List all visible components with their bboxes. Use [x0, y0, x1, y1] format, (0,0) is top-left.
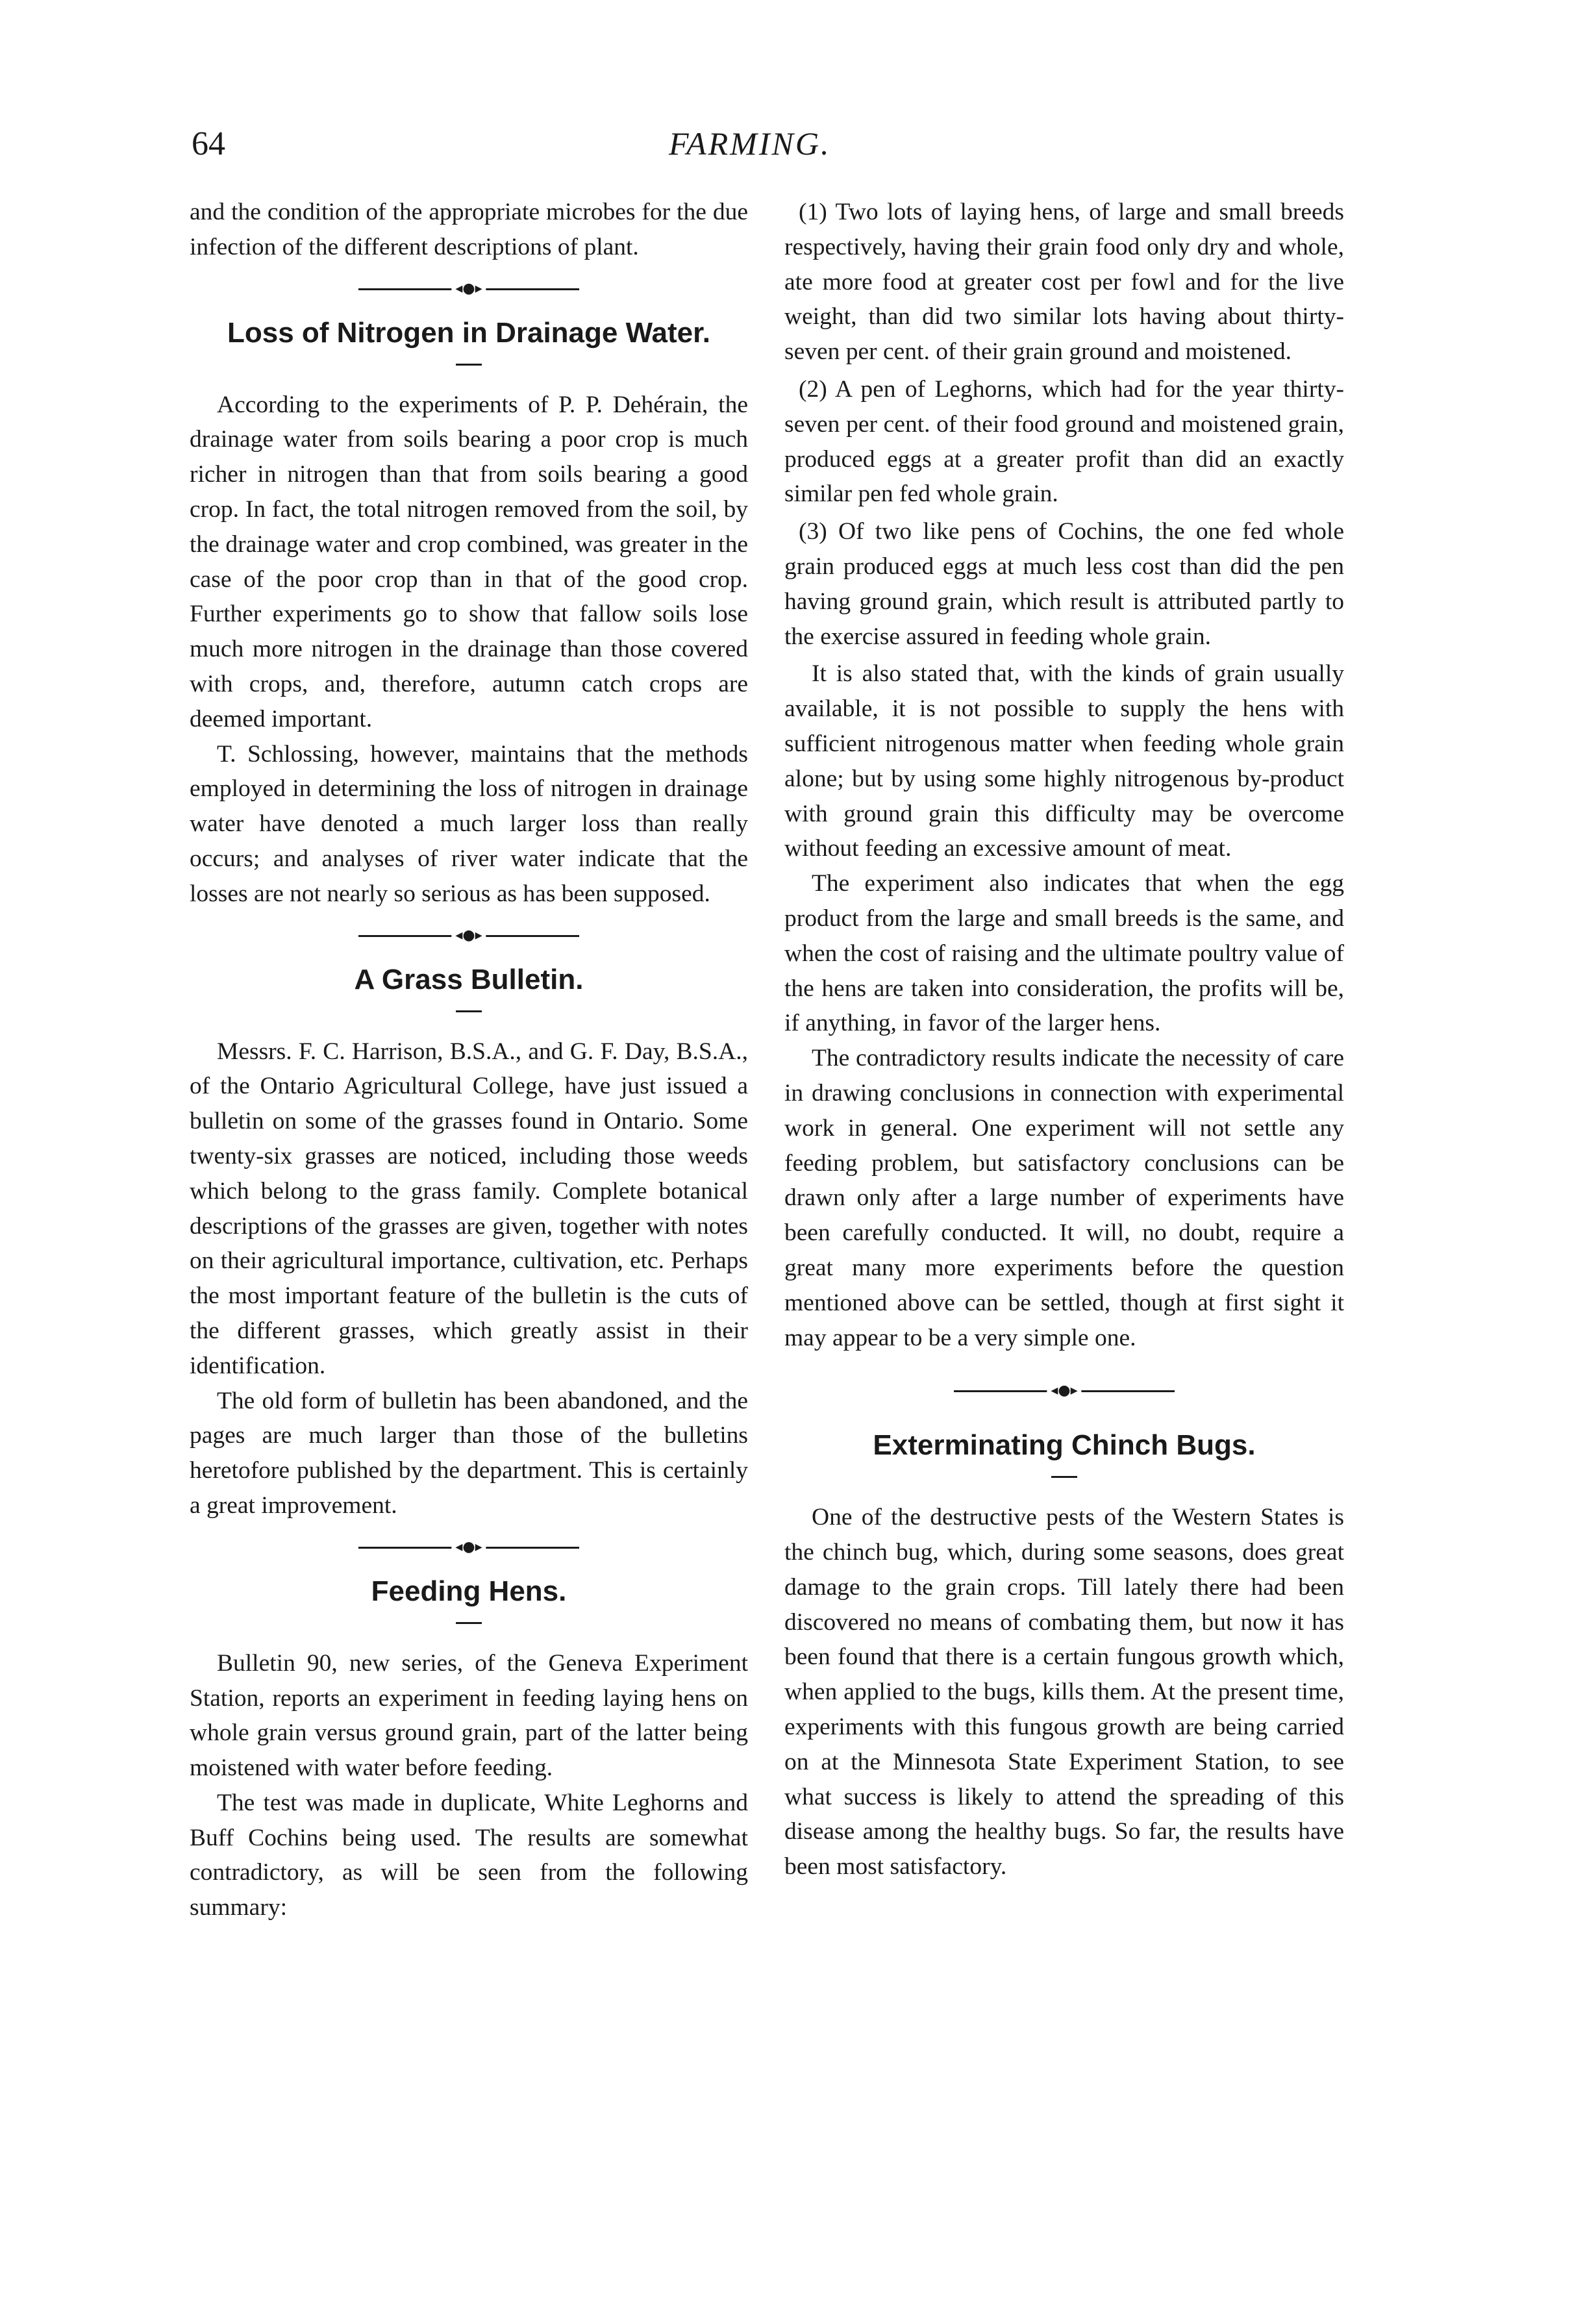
heading-grass-bulletin: A Grass Bulletin. — [354, 963, 584, 995]
paragraph-hens-2: The test was made in duplicate, White Leghorns and Buff Cochins being used. The results are somewhat contradictory, as will be seen from the following summary: — [190, 1789, 748, 1921]
paragraph-grass-2: The old form of bulletin has been abandoned, and the pages are much larger than those of the bulletins heretofore published by the department. This is certainly a great improvement. — [190, 1387, 748, 1519]
divider-ornament-icon: ◂●▸ — [451, 1540, 486, 1555]
paragraph-hens-3: It is also stated that, with the kinds of grain usually available, it is not possible to supply the hens with sufficient nitrogenous matter when feeding whole grain alone; but by using some highly nitrogenous by-product with ground grain this difficulty may be overcome without feeding an excessive amount of meat. — [784, 660, 1344, 862]
page-number: 64 — [192, 125, 225, 162]
heading-feeding-hens: Feeding Hens. — [371, 1575, 567, 1607]
paragraph-hens-5: The contradictory results indicate the necessity of care in drawing conclusions in connection with experimental work in general. One experiment will not settle any feeding problem, but satisfactory conclusions can be drawn only after a large number of experiments have been carefully conducted. It will, no doubt, require a great many more experiments before the question mentioned above can be settled, though at first sight it may appear to be a very simple one. — [784, 1045, 1344, 1351]
summary-item-1: (1) Two lots of laying hens, of large and small breeds respectively, having their grain food only dry and whole, ate more food at greater cost per fowl and for the live weight, than did two similar lots having about thirty-seven per cent. of their grain ground and moistened. — [784, 199, 1344, 366]
left-column — [190, 195, 748, 1925]
heading-chinch-bugs: Exterminating Chinch Bugs. — [873, 1429, 1256, 1462]
summary-item-2: (2) A pen of Leghorns, which had for the year thirty-seven per cent. of their food ground and moistened grain, produced eggs at a greater profit than did an exactly similar pen fed whole grain. — [784, 375, 1344, 508]
paragraph-hens-4: The experiment also indicates that when the egg product from the large and small breeds is the same, and when the cost of raising and the ultimate poultry value of the hens are taken into consideration, the profits will be, if anything, in favor of the larger hens. — [784, 870, 1344, 1037]
paragraph-grass-1: Messrs. F. C. Harrison, B.S.A., and G. F. Day, B.S.A., of the Ontario Agricultural College, have just issued a bulletin on some of the grasses found in Ontario. Some twenty-six grasses are noticed, including those weeds which belong to the grass family. Complete botanical descriptions of the grasses are given, together with notes on their agricultural importance, cultivation, etc. Perhaps the most important feature of the bulletin is the cuts of the different grasses, which greatly assist in their identification. — [190, 1038, 748, 1379]
intro-paragraph: and the condition of the appropriate microbes for the due infection of the different descriptions of plant. — [190, 199, 748, 260]
heading-rule — [456, 364, 482, 366]
running-head: FARMING. — [669, 125, 831, 162]
section-divider — [358, 926, 579, 945]
summary-item-3: (3) Of two like pens of Cochins, the one fed whole grain produced eggs at much less cost than did the pen having ground grain, which result is attributed partly to the exercise assured in feeding whole grain. — [784, 518, 1344, 650]
divider-ornament-icon: ◂●▸ — [451, 282, 486, 296]
heading-rule — [456, 1622, 482, 1624]
section-divider — [358, 279, 579, 299]
section-divider — [954, 1381, 1175, 1401]
divider-ornament-icon: ◂●▸ — [1047, 1384, 1081, 1398]
paragraph-hens-1: Bulletin 90, new series, of the Geneva Experiment Station, reports an experiment in feeding laying hens on whole grain versus ground grain, part of the latter being moistened with water before feeding. — [190, 1649, 748, 1782]
right-column — [784, 195, 1344, 1884]
heading-loss-of-nitrogen: Loss of Nitrogen in Drainage Water. — [227, 316, 711, 349]
paragraph-nitrogen-1: According to the experiments of P. P. Dehérain, the drainage water from soils bearing a poor crop is much richer in nitrogen than that from soils bearing a good crop. In fact, the total nitrogen removed from the soil, by the drainage water and crop combined, was greater in the case of the poor crop than in that of the good crop. Further experiments go to show that fallow soils lose much more nitrogen in the drainage than those covered with crops, and, therefore, autumn catch crops are deemed important. — [190, 391, 748, 732]
section-divider — [358, 1538, 579, 1557]
paragraph-chinch-1: One of the destructive pests of the Western States is the chinch bug, which, during some seasons, does great damage to the grain crops. Till lately there had been discovered no means of combating them, but now it has been found that there is a certain fungous growth which, when applied to the bugs, kills them. At the present time, experiments with this fungous growth are being carried on at the Minnesota State Experiment Station, to see what success is likely to attend the spreading of this disease among the healthy bugs. So far, the results have been most satisfactory. — [784, 1504, 1344, 1880]
divider-ornament-icon: ◂●▸ — [451, 929, 486, 943]
heading-rule — [1051, 1476, 1077, 1478]
paragraph-nitrogen-2: T. Schlossing, however, maintains that the methods employed in determining the loss of nitrogen in drainage water have denoted a much larger loss than really occurs; and analyses of river water indicate that the losses are not nearly so serious as has been supposed. — [190, 740, 748, 907]
heading-rule — [456, 1010, 482, 1012]
